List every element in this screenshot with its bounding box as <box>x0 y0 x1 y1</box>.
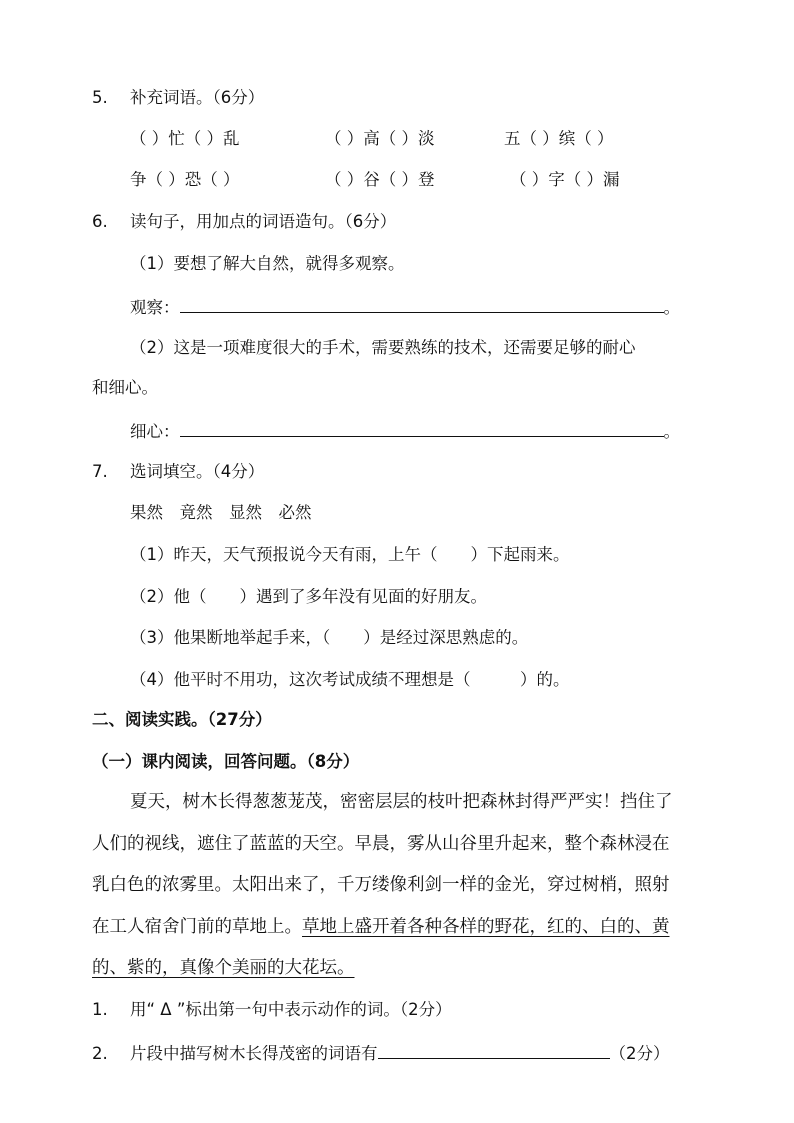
q6-title-line <box>92 210 396 234</box>
q6-title: 读句子，用加点的词语造句。（6分） <box>130 212 397 231</box>
q6-sentence-2-line2: 和细心。 <box>92 378 158 397</box>
q5-title-line <box>92 86 264 110</box>
q7-sentence-1: （1）昨天，天气预报说今天有雨，上午（ ）下起雨来。 <box>130 545 570 564</box>
reading-q1-line <box>92 998 452 1022</box>
q5-row1-item2: （ ）高（ ）淡 <box>325 129 435 148</box>
q6-answer-1-label: 观察： <box>130 298 180 317</box>
q6-answer-1-line <box>130 294 680 320</box>
q7-title: 选词填空。（4分） <box>130 462 265 481</box>
q7-sentence-4: （4）他平时不用功，这次考试成绩不理想是（ ）的。 <box>130 670 570 689</box>
q6-sentence-1: （1）要想了解大自然，就得多观察。 <box>130 254 405 273</box>
q5-title: 补充词语。（6分） <box>130 88 265 107</box>
section-2-title: 二、阅读实践。（27分） <box>92 710 272 729</box>
q6-answer-2-label: 细心： <box>130 422 180 441</box>
q6-number: 6. <box>92 212 108 231</box>
q7-number: 7. <box>92 462 108 481</box>
q5-row2-item2: （ ）谷（ ）登 <box>325 170 435 189</box>
reading-q2-text: 片段中描写树木长得茂密的词语有 <box>130 1044 378 1063</box>
q7-title-line <box>92 460 264 484</box>
q7-sentence-2: （2）他（ ）遇到了多年没有见面的好朋友。 <box>130 587 487 606</box>
q5-row1-item3: 五（ ）缤（ ） <box>504 129 614 148</box>
q6-answer-2-end: 。 <box>663 422 680 441</box>
q6-sentence-2-line1: （2）这是一项难度很大的手术，需要熟练的技术，还需要足够的耐心 <box>130 338 636 357</box>
reading-1-title: （一）课内阅读，回答问题。（8分） <box>92 752 360 771</box>
passage-underlined-sentence-start: 草地上盛开着各种各样的野花，红的、白的、黄 <box>302 917 670 937</box>
q5-row1-item1: （ ）忙（ ）乱 <box>130 129 240 148</box>
q6-answer-2-blank[interactable] <box>180 418 664 437</box>
reading-q1-number: 1. <box>92 1000 108 1019</box>
reading-q2-score: （2分） <box>609 1044 670 1063</box>
q5-row2-item1: 争（ ）恐（ ） <box>130 170 240 189</box>
passage-line-4 <box>92 915 670 939</box>
reading-q1-text: 用“ Δ ”标出第一句中表示动作的词。（2分） <box>130 1000 452 1019</box>
passage-line-2: 人们的视线，遮住了蓝蓝的天空。早晨，雾从山谷里升起来，整个森林浸在 <box>92 834 670 854</box>
passage-line-3: 乳白色的浓雾里。太阳出来了，千万缕像利剑一样的金光，穿过树梢，照射 <box>92 875 670 895</box>
q6-answer-2-line <box>130 418 680 444</box>
q5-row2-item3: （ ）字（ ）漏 <box>510 170 620 189</box>
passage-line-4-plain: 在工人宿舍门前的草地上。 <box>92 917 302 937</box>
passage-line-1: 夏天，树木长得葱葱茏茂，密密层层的枝叶把森林封得严严实！挡住了 <box>130 792 673 812</box>
q7-word-bank: 果然 竟然 显然 必然 <box>130 503 312 522</box>
reading-q2-line <box>92 1040 670 1066</box>
reading-q2-blank[interactable] <box>378 1040 610 1059</box>
q6-answer-1-end: 。 <box>663 298 680 317</box>
passage-underlined-sentence-end: 的、紫的，真像个美丽的大花坛。 <box>92 958 355 978</box>
q6-answer-1-blank[interactable] <box>180 294 664 313</box>
q7-sentence-3: （3）他果断地举起手来，（ ）是经过深思熟虑的。 <box>130 628 529 647</box>
reading-q2-number: 2. <box>92 1044 108 1063</box>
q5-number: 5. <box>92 88 108 107</box>
